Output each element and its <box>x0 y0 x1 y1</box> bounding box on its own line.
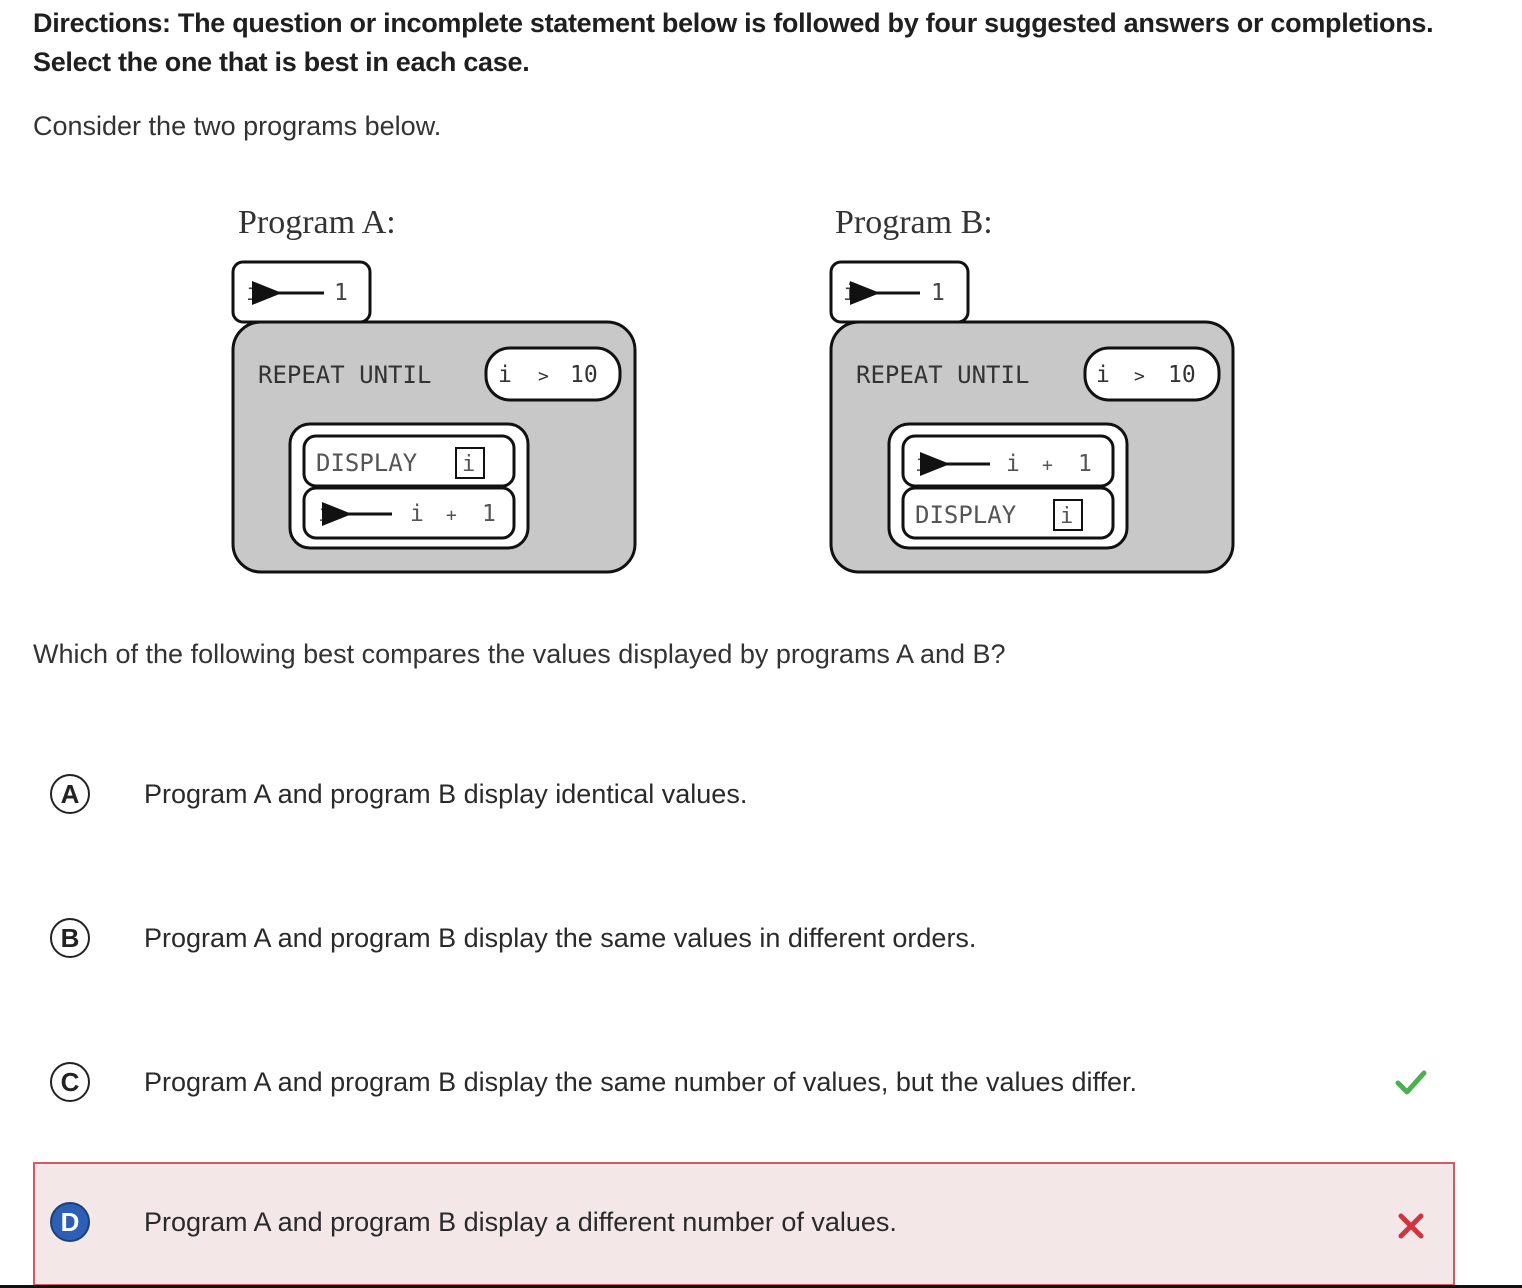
program-b-condition-op: > <box>1134 366 1145 387</box>
program-b-increment-op: + <box>1042 455 1053 476</box>
program-a-init-value: 1 <box>334 280 348 306</box>
program-b-condition-right: 10 <box>1168 362 1196 388</box>
choice-a[interactable] <box>33 734 1455 858</box>
program-a-condition-right: 10 <box>570 362 598 388</box>
program-a-init-var: i <box>246 280 260 306</box>
program-a-increment-expr-right: 1 <box>482 501 496 527</box>
choice-a-letter[interactable]: A <box>50 774 90 814</box>
program-a-loop-block <box>233 322 635 572</box>
program-b-increment-var: i <box>915 451 929 477</box>
choice-b[interactable] <box>33 878 1455 1002</box>
program-a-increment-expr-left: i <box>410 501 424 527</box>
program-a <box>233 204 635 572</box>
intro-text: Consider the two programs below. <box>33 111 442 141</box>
choice-d-text: Program A and program B display a different number of values. <box>144 1207 897 1237</box>
checkmark-icon <box>1393 1064 1429 1100</box>
program-b-init-block <box>831 262 968 322</box>
program-b-display-var: i <box>1060 504 1074 529</box>
program-a-display-var: i <box>462 452 476 477</box>
choice-a-text: Program A and program B display identical values. <box>144 779 748 809</box>
choice-c-text: Program A and program B display the same number of values, but the values differ. <box>144 1067 1138 1097</box>
program-b-init-var: i <box>843 280 857 306</box>
program-b-init-value: 1 <box>931 280 945 306</box>
program-b <box>831 204 1233 572</box>
program-b-loop-keyword: REPEAT UNTIL <box>856 361 1030 389</box>
programs-figure <box>228 196 1248 586</box>
program-b-title: Program B: <box>835 204 993 241</box>
program-b-condition-left: i <box>1096 362 1110 388</box>
choice-b-letter[interactable]: B <box>50 918 90 958</box>
program-b-loop-block <box>831 322 1233 572</box>
program-a-condition-op: > <box>538 366 549 387</box>
program-b-display-keyword: DISPLAY <box>915 501 1017 529</box>
question-text: Which of the following best compares the values displayed by programs A and B? <box>33 639 1006 669</box>
cross-icon <box>1393 1208 1429 1244</box>
choice-d-letter[interactable]: D <box>50 1202 90 1242</box>
program-a-increment-var: i <box>318 501 332 527</box>
program-a-increment-op: + <box>446 505 457 526</box>
program-b-increment-expr-right: 1 <box>1078 451 1092 477</box>
choice-c[interactable] <box>33 1022 1455 1146</box>
program-a-display-keyword: DISPLAY <box>316 449 418 477</box>
program-a-init-block <box>233 262 370 322</box>
directions-text: Directions: The question or incomplete statement below is followed by four suggested answers or completions. Select the one that is best in each case. <box>33 8 1434 77</box>
choice-b-text: Program A and program B display the same values in different orders. <box>144 923 977 953</box>
program-a-condition-left: i <box>498 362 512 388</box>
program-b-increment-expr-left: i <box>1006 451 1020 477</box>
program-a-title: Program A: <box>238 204 396 241</box>
program-a-loop-keyword: REPEAT UNTIL <box>258 361 432 389</box>
choice-c-letter[interactable]: C <box>50 1062 90 1102</box>
choice-d[interactable] <box>33 1162 1455 1286</box>
